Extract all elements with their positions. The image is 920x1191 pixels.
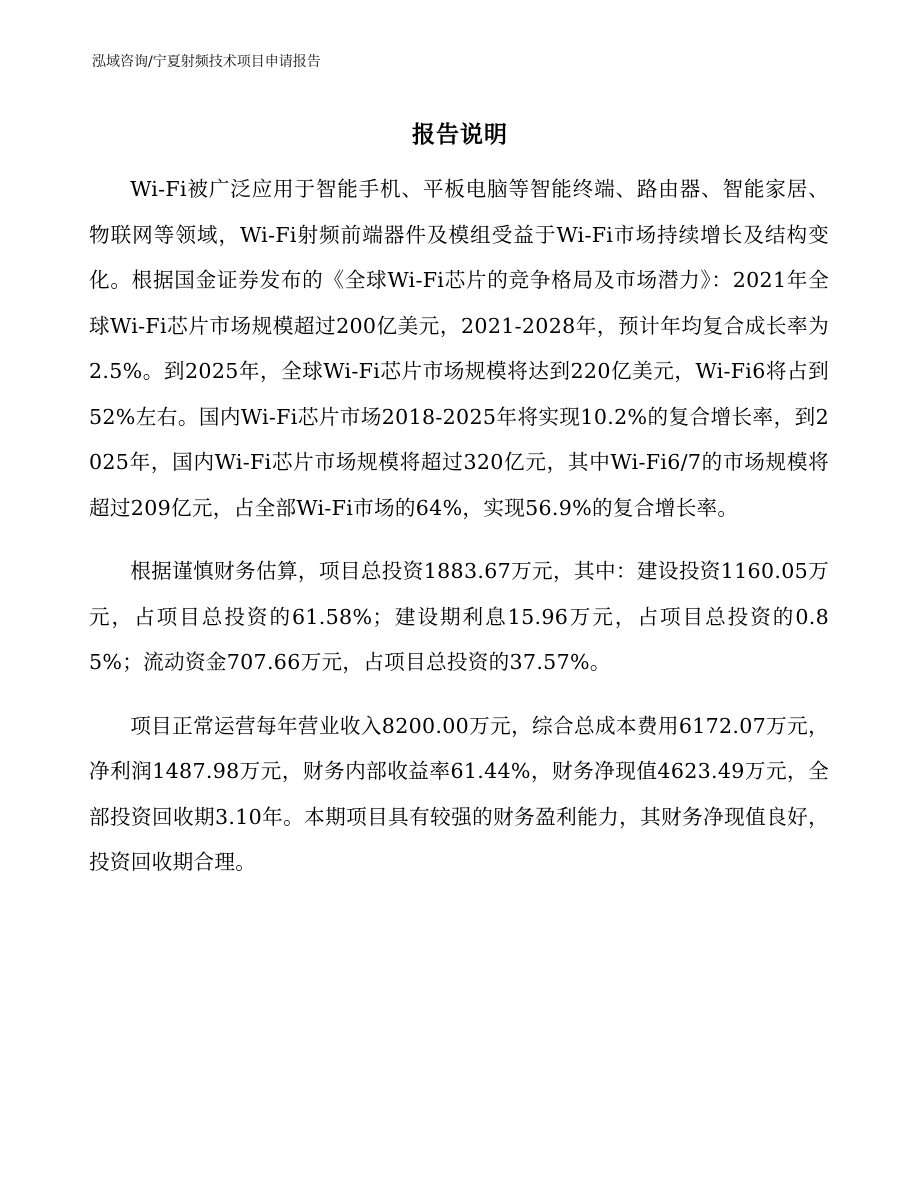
report-body [89, 167, 829, 904]
paragraph-market-overview: Wi-Fi被广泛应用于智能手机、平板电脑等智能终端、路由器、智能家居、物联网等领域，Wi-Fi射频前端器件及模组受益于Wi-Fi市场持续增长及结构变化。根据国金证券发布的《全球Wi-Fi芯片的竞争格局及市场潜力》：2021年全球Wi-Fi芯片市场规模超过200亿美元，2021-2028年，预计年均复合成长率为2.5%。到2025年，全球Wi-Fi芯片市场规模将达到220亿美元，Wi-Fi6将占到52%左右。国内Wi-Fi芯片市场2018-2025年将实现10.2%的复合增长率，到2025年，国内Wi-Fi芯片市场规模将超过320亿元，其中Wi-Fi6/7的市场规模将超过209亿元，占全部Wi-Fi市场的64%，实现56.9%的复合增长率。 [89, 177, 829, 520]
paragraph-financial-returns: 项目正常运营每年营业收入8200.00万元，综合总成本费用6172.07万元，净利润1487.98万元，财务内部收益率61.44%，财务净现值4623.49万元，全部投资回收期3.10年。本期项目具有较强的财务盈利能力，其财务净现值良好，投资回收期合理。 [89, 713, 829, 874]
section-title: 报告说明 [412, 121, 508, 148]
running-header: 泓域咨询/宁夏射频技术项目申请报告 [92, 54, 321, 70]
paragraph-investment-estimate: 根据谨慎财务估算，项目总投资1883.67万元，其中：建设投资1160.05万元，占项目总投资的61.58%；建设期利息15.96万元，占项目总投资的0.85%；流动资金707.66万元，占项目总投资的37.57%。 [89, 559, 829, 674]
